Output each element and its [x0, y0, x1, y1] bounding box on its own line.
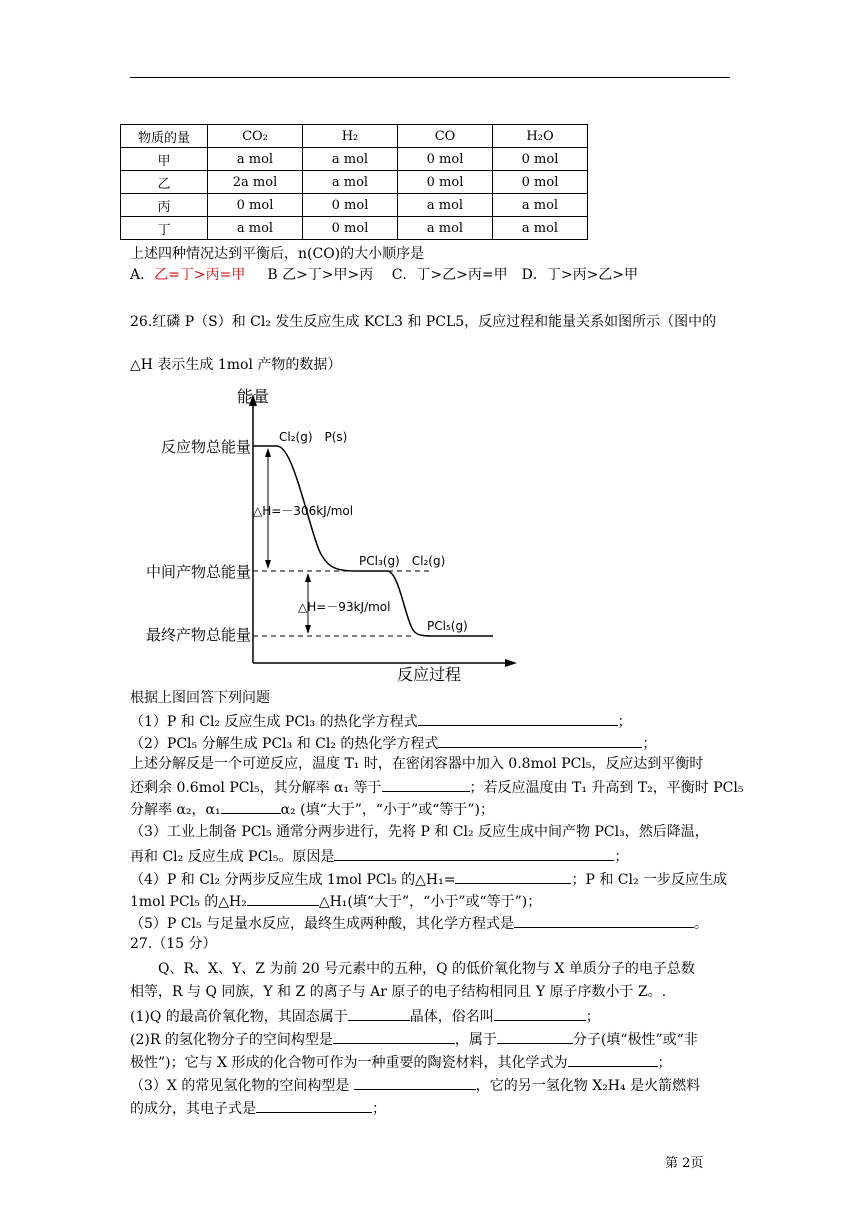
level-label-intermediate: 中间产物总能量	[145, 563, 251, 581]
table-header-cell: 物质的量	[121, 125, 208, 148]
sub2-text: ，属于	[454, 1032, 497, 1048]
q27-sub2-line2: 极性”)；它与 X 形成的化合物可作为一种重要的陶瓷材料，其化学式为 ；	[130, 1052, 672, 1072]
q27-para-line2: 相等，R 与 Q 同族，Y 和 Z 的离子与 Ar 原子的电子结构相同且 Y 原子序数小于 Z。.	[130, 984, 667, 1000]
other-options: B 乙>丁>甲>丙 C．丁>乙>丙=甲 D．丁>丙>乙>甲	[267, 267, 639, 283]
sub2-text: (2)R 的氢化物分子的空间构型是	[130, 1032, 333, 1048]
energy-diagram	[125, 380, 525, 690]
q27-head: 27.（15 分）	[130, 936, 217, 952]
q26-sub4-line2: 再和 Cl₂ 反应生成 PCl₅。原因是 ；	[130, 846, 628, 866]
answer-blank[interactable]	[497, 1029, 573, 1044]
answer-blank[interactable]	[382, 777, 470, 792]
dh2-label: △H=－93kJ/mol	[298, 600, 391, 614]
table-cell: a mol	[398, 194, 493, 217]
answer-blank[interactable]	[333, 1029, 455, 1044]
q27-sub3-line1	[130, 1075, 700, 1095]
table-cell: 甲	[121, 148, 208, 171]
q26-sub3-line1: 上述分解反是一个可逆反应，温度 T₁ 时，在密闭容器中加入 0.8mol PCl₅，反应达到平衡时	[130, 756, 704, 772]
sub5-text: 1mol PCl₅ 的△H₂	[130, 894, 247, 910]
page-number: 第 2页	[665, 1156, 704, 1171]
table-header-cell: H₂O	[493, 125, 588, 148]
q26-sub5-line1	[130, 869, 727, 889]
header-rule	[130, 77, 730, 78]
y-axis-label: 能量	[237, 387, 270, 406]
table-cell: a mol	[493, 194, 588, 217]
table-cell: 0 mol	[303, 217, 398, 240]
table-cell: 0 mol	[493, 171, 588, 194]
dh2-arrowhead-up-icon	[305, 573, 311, 582]
answer-blank[interactable]	[247, 891, 319, 906]
sub5-text: △H₁(填“大于”，“小于”或“等于”)；	[318, 894, 542, 910]
sub1-text: 晶体，俗名叫	[409, 1009, 494, 1025]
sub3-text: ；若反应温度由 T₁ 升高到 T₂，平衡时 PCl₅	[469, 780, 744, 796]
sub4-text: 再和 Cl₂ 反应生成 PCl₅。原因是	[130, 849, 335, 865]
option-a-label: A．	[130, 267, 155, 283]
answer-blank[interactable]	[221, 799, 281, 814]
table-cell: a mol	[303, 171, 398, 194]
table-cell: 丁	[121, 217, 208, 240]
answer-blank[interactable]	[514, 913, 694, 928]
q25-options	[130, 266, 638, 284]
q26-sub6: （5）P Cl₅ 与足量水反应，最终生成两种酸，其化学方程式是 。	[130, 913, 708, 933]
q26-sub1: （1）P 和 Cl₂ 反应生成 PCl₃ 的热化学方程式 ；	[130, 711, 632, 731]
table-header-cell: H₂	[303, 125, 398, 148]
table-cell: 0 mol	[398, 148, 493, 171]
species-intermediate: PCl₃(g) Cl₂(g)	[359, 554, 446, 568]
table-row	[121, 148, 588, 171]
sub3-text: （3）X 的常见氢化物的空间构型是	[130, 1078, 354, 1094]
table-cell: a mol	[493, 217, 588, 240]
answer-blank[interactable]	[418, 711, 618, 726]
x-axis-arrow-icon	[505, 659, 517, 667]
table-cell: 0 mol	[493, 148, 588, 171]
sub1-text: (1)Q 的最高价氧化物，其固态属于	[130, 1009, 348, 1025]
q27-para-line1: Q、R、X、Y、Z 为前 20 号元素中的五种，Q 的低价氧化物与 X 单质分子的电子总数	[158, 961, 695, 977]
q26-lead: 根据上图回答下列问题	[130, 690, 270, 706]
sub5-text: ；P 和 Cl₂ 一步反应生成	[571, 872, 728, 888]
q26-intro-line2: △H 表示生成 1mol 产物的数据）	[130, 357, 342, 373]
table-header-row	[121, 125, 588, 148]
q26-sub4-line1: （3）工业上制备 PCl₅ 通常分两步进行，先将 P 和 Cl₂ 反应生成中间产物 PCl₃，然后降温，	[130, 824, 709, 840]
answer-blank[interactable]	[494, 1006, 586, 1021]
amount-table	[120, 124, 588, 240]
sub3-text: 还剩余 0.6mol PCl₅，其分解率 α₁ 等于	[130, 780, 382, 796]
table-cell: a mol	[398, 217, 493, 240]
q27-sub2-line1	[130, 1029, 698, 1049]
q25-prompt: 上述四种情况达到平衡后，n(CO)的大小顺序是	[130, 246, 425, 262]
sub6-text: （5）P Cl₅ 与足量水反应，最终生成两种酸，其化学方程式是	[130, 916, 515, 932]
dh1-label: △H=－306kJ/mol	[253, 504, 354, 518]
species-reactants: Cl₂(g) P(s)	[279, 430, 348, 444]
answer-blank[interactable]	[455, 869, 571, 884]
table-row	[121, 194, 588, 217]
table-cell: 0 mol	[303, 194, 398, 217]
sub1-text: （1）P 和 Cl₂ 反应生成 PCl₃ 的热化学方程式	[130, 714, 418, 730]
sub3-text: 的成分，其电子式是	[130, 1101, 256, 1117]
q26-sub3-line2	[130, 777, 743, 797]
species-final: PCl₅(g)	[427, 619, 468, 633]
sub3-text: ，它的另一氢化物 X₂H₄ 是火箭燃料	[475, 1078, 701, 1094]
table-cell: 2a mol	[208, 171, 303, 194]
dh2-arrowhead-down-icon	[305, 625, 311, 634]
sub3-text: 分解率 α₂，α₁	[130, 802, 221, 818]
table-cell: a mol	[208, 148, 303, 171]
table-cell: 乙	[121, 171, 208, 194]
sub5-text: （4）P 和 Cl₂ 分两步反应生成 1mol PCl₅ 的△H₁=	[130, 872, 456, 888]
sub2-text: （2）PCl₅ 分解生成 PCl₃ 和 Cl₂ 的热化学方程式	[130, 736, 439, 752]
answer-blank[interactable]	[354, 1075, 476, 1090]
dh1-arrowhead-down-icon	[265, 560, 271, 569]
table-header-cell: CO₂	[208, 125, 303, 148]
q26-sub5-line2	[130, 891, 541, 911]
q27-sub3-line2: 的成分，其电子式是 ；	[130, 1098, 386, 1118]
table-cell: 0 mol	[398, 171, 493, 194]
q26-sub2: （2）PCl₅ 分解生成 PCl₃ 和 Cl₂ 的热化学方程式 ；	[130, 733, 656, 753]
option-a-answer: 乙=丁>丙=甲	[154, 267, 246, 283]
table-cell: a mol	[208, 217, 303, 240]
table-cell: a mol	[303, 148, 398, 171]
table-row	[121, 217, 588, 240]
q27-sub1: (1)Q 的最高价氧化物，其固态属于 晶体，俗名叫 ；	[130, 1006, 600, 1026]
table-cell: 0 mol	[208, 194, 303, 217]
answer-blank[interactable]	[348, 1006, 410, 1021]
table-row	[121, 171, 588, 194]
sub2-text: 极性”)；它与 X 形成的化合物可作为一种重要的陶瓷材料，其化学式为	[130, 1055, 568, 1071]
q26-intro-line1: 26.红磷 P（S）和 Cl₂ 发生反应生成 KCL3 和 PCL5，反应过程和能量关系如图所示（图中的	[130, 314, 717, 330]
sub3-text: α₂ (填“大于”，“小于”或“等于”)；	[280, 802, 494, 818]
table-header-cell: CO	[398, 125, 493, 148]
level-label-reactants: 反应物总能量	[160, 438, 251, 456]
answer-blank[interactable]	[334, 846, 614, 861]
sub2-text: 分子(填“极性”或“非	[572, 1032, 698, 1048]
x-axis-label: 反应过程	[397, 665, 462, 684]
q26-sub3-line3	[130, 799, 494, 819]
answer-blank[interactable]	[568, 1052, 658, 1067]
dh1-arrowhead-up-icon	[265, 448, 271, 457]
level-label-final: 最终产物总能量	[145, 626, 251, 644]
answer-blank[interactable]	[256, 1098, 372, 1113]
table-cell: 丙	[121, 194, 208, 217]
answer-blank[interactable]	[438, 733, 642, 748]
